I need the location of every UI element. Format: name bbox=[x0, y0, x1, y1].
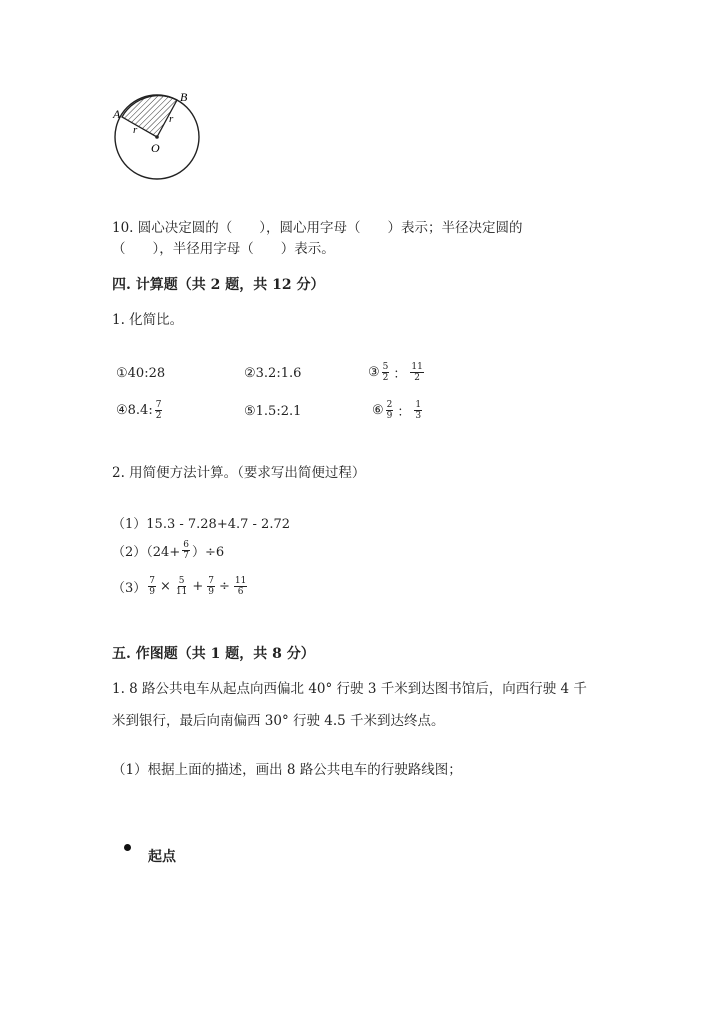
s5-sub1: （1）根据上面的描述，画出 8 路公共电车的行驶路线图； bbox=[112, 762, 462, 778]
denominator: 3 bbox=[415, 411, 422, 421]
operator: × bbox=[160, 579, 171, 594]
label-o: O bbox=[151, 141, 160, 155]
numerator: 1 bbox=[415, 400, 422, 410]
fraction bbox=[234, 576, 247, 597]
q10-line2: （ ），半径用字母（ ）表示。 bbox=[112, 241, 335, 257]
numerator: 6 bbox=[183, 540, 189, 550]
s5-q1-line2: 米到银行，最后向南偏西 30° 行驶 4.5 千米到达终点。 bbox=[112, 713, 445, 729]
label-r-right: r bbox=[169, 113, 174, 125]
fraction bbox=[410, 362, 423, 383]
q10-line1: 10. 圆心决定圆的（ ），圆心用字母（ ）表示；半径决定圆的 bbox=[112, 220, 523, 236]
circle-sector-figure bbox=[100, 80, 230, 190]
denominator: 9 bbox=[149, 587, 156, 597]
ratio-item-6 bbox=[372, 400, 424, 421]
ratio-item-6-prefix: ⑥ bbox=[372, 403, 384, 418]
calc-expression-1-text: （1）15.3 - 7.28+4.7 - 2.72 bbox=[112, 517, 290, 532]
numerator: 5 bbox=[178, 576, 185, 586]
calc-expression-3-prefix: （3） bbox=[112, 581, 147, 596]
numerator: 7 bbox=[149, 576, 156, 586]
denominator: 11 bbox=[175, 587, 188, 597]
numerator: 7 bbox=[155, 400, 162, 410]
numerator: 5 bbox=[382, 362, 389, 372]
calc-expression-2 bbox=[112, 540, 224, 561]
ratio-item-1-text: ①40:28 bbox=[116, 366, 166, 381]
section4-heading: 四. 计算题（共 2 题，共 12 分） bbox=[112, 277, 325, 293]
fraction bbox=[155, 400, 163, 421]
fraction bbox=[182, 540, 190, 561]
section5-heading: 五. 作图题（共 1 题，共 8 分） bbox=[112, 646, 315, 662]
ratio-item-4-prefix: ④8.4: bbox=[116, 403, 153, 418]
fraction bbox=[382, 362, 390, 383]
label-b: B bbox=[180, 90, 188, 104]
ratio-item-2-text: ②3.2:1.6 bbox=[244, 366, 302, 381]
operator: ÷ bbox=[219, 579, 230, 594]
label-r-left: r bbox=[133, 124, 138, 136]
q2-title: 2. 用简便方法计算。（要求写出简便过程） bbox=[112, 465, 366, 481]
denominator: 2 bbox=[155, 411, 162, 421]
calc-expression-1 bbox=[112, 513, 290, 532]
numerator: 2 bbox=[386, 400, 393, 410]
numerator: 11 bbox=[411, 362, 423, 372]
fraction bbox=[414, 400, 422, 421]
operator: + bbox=[192, 579, 204, 594]
denominator: 2 bbox=[382, 373, 389, 383]
ratio-item-5 bbox=[244, 404, 301, 419]
center-point bbox=[155, 135, 159, 139]
calc-expression-3 bbox=[112, 576, 249, 597]
ratio-separator: ： bbox=[393, 367, 407, 382]
fraction bbox=[175, 576, 188, 597]
denominator: 9 bbox=[208, 587, 215, 597]
ratio-item-4 bbox=[116, 400, 164, 421]
ratio-separator: ： bbox=[397, 405, 411, 420]
label-a: A bbox=[113, 107, 121, 121]
fraction bbox=[148, 576, 156, 597]
calc-expression-2-suffix: ）÷6 bbox=[191, 545, 225, 560]
ratio-item-3 bbox=[368, 362, 426, 383]
start-point-label: 起点 bbox=[148, 849, 176, 865]
denominator: 9 bbox=[386, 411, 393, 421]
fraction bbox=[207, 576, 215, 597]
s5-q1-line1: 1. 8 路公共电车从起点向西偏北 40° 行驶 3 千米到达图书馆后，向西行驶 4 千 bbox=[112, 681, 587, 697]
ratio-item-2 bbox=[244, 366, 301, 381]
q1-title: 1. 化简比。 bbox=[112, 312, 184, 328]
ratio-item-3-prefix: ③ bbox=[368, 365, 380, 380]
fraction bbox=[386, 400, 394, 421]
ratio-item-5-text: ⑤1.5:2.1 bbox=[244, 404, 302, 419]
calc-expression-2-prefix: （2）（24+ bbox=[112, 545, 181, 560]
denominator: 2 bbox=[414, 373, 420, 383]
numerator: 11 bbox=[234, 576, 247, 586]
denominator: 6 bbox=[237, 587, 244, 597]
numerator: 7 bbox=[208, 576, 215, 586]
start-point-dot bbox=[124, 844, 131, 851]
denominator: 7 bbox=[183, 551, 189, 561]
ratio-item-1 bbox=[116, 366, 165, 381]
